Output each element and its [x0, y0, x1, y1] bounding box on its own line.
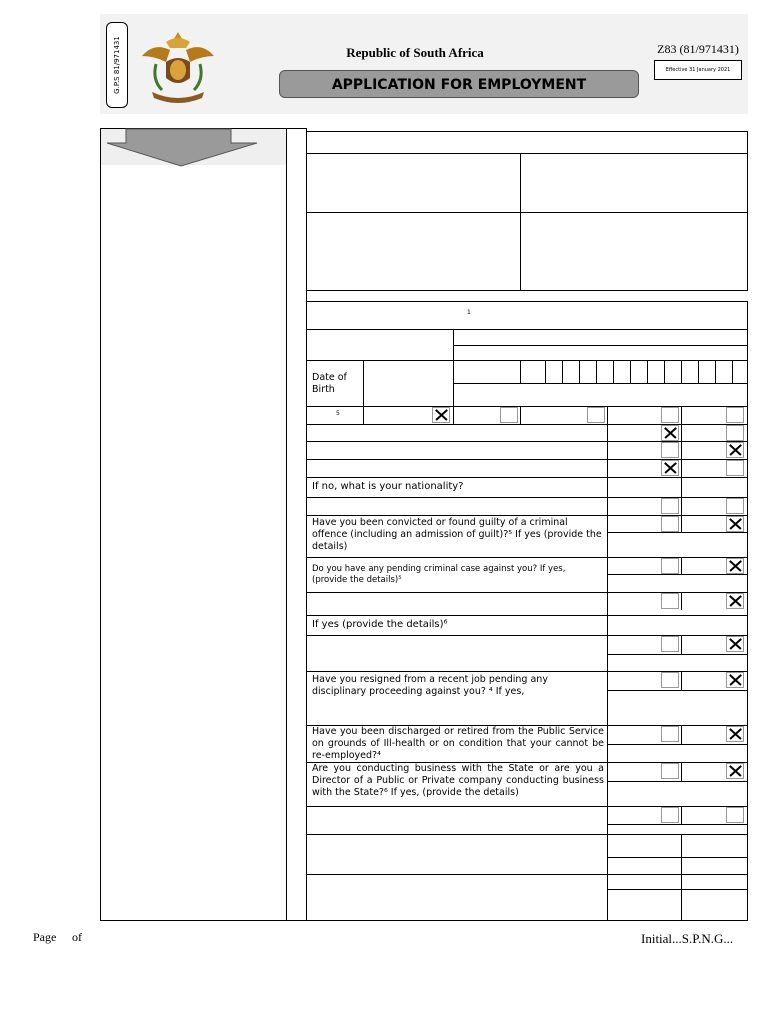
criminal-offence-question: Have you been convicted or found guilty of a criminal offence (including an admission of guilt)?⁵ If yes (provide the details) — [312, 517, 602, 552]
pending-case-question: Do you have any pending criminal case against you? If yes, (provide the details)⁵ — [312, 564, 566, 585]
business-with-state-question: Are you conducting business with the State or are you a Director of a Public or Private company conducting business with the State?⁶ If yes, (provide the details) — [312, 763, 604, 798]
yes-checkbox[interactable] — [661, 636, 679, 652]
no-checkbox[interactable] — [726, 726, 744, 742]
no-checkbox[interactable] — [726, 498, 744, 514]
option-checkbox[interactable] — [587, 407, 605, 423]
nationality-question: If no, what is your nationality? — [312, 481, 464, 492]
form-section-top — [306, 131, 748, 291]
form-code: Z83 (81/971431) — [657, 42, 739, 56]
no-checkbox[interactable] — [726, 460, 744, 476]
footnote-5: 5 — [336, 410, 340, 417]
no-checkbox[interactable] — [726, 442, 744, 458]
no-checkbox[interactable] — [726, 593, 744, 609]
no-checkbox[interactable] — [726, 407, 744, 423]
no-checkbox[interactable] — [726, 425, 744, 441]
initials: Initial...S.P.N.G... — [641, 931, 734, 946]
yes-checkbox[interactable] — [661, 498, 679, 514]
no-checkbox[interactable] — [726, 672, 744, 688]
effective-date-box — [654, 60, 742, 80]
coat-of-arms-logo — [136, 28, 220, 106]
yes-checkbox[interactable] — [661, 442, 679, 458]
date-of-birth-label: Date of Birth — [312, 372, 347, 395]
form-title: APPLICATION FOR EMPLOYMENT — [279, 70, 639, 98]
no-checkbox[interactable] — [726, 558, 744, 574]
no-checkbox[interactable] — [726, 516, 744, 532]
no-checkbox[interactable] — [726, 807, 744, 823]
yes-checkbox[interactable] — [661, 460, 679, 476]
gps-code: G.P.S 81/971431 — [113, 36, 121, 94]
down-arrow-icon — [105, 128, 263, 168]
resigned-question: Have you resigned from a recent job pending any disciplinary proceeding against you? ⁴ If yes, — [312, 674, 548, 697]
yes-checkbox[interactable] — [661, 407, 679, 423]
gps-code-box — [106, 22, 128, 108]
discharged-question: Have you been discharged or retired from the Public Service on grounds of Ill-health or on condition that your cannot be re-employed?⁴ — [312, 726, 604, 761]
yes-checkbox[interactable] — [661, 726, 679, 742]
country-name: Republic of South Africa — [346, 45, 484, 60]
yes-checkbox[interactable] — [661, 516, 679, 532]
yes-checkbox[interactable] — [661, 672, 679, 688]
yes-checkbox[interactable] — [661, 425, 679, 441]
left-panel — [100, 128, 287, 921]
page-label: Page — [33, 930, 57, 944]
no-checkbox[interactable] — [726, 636, 744, 652]
form-section-main — [306, 301, 748, 921]
effective-date: Effective 31 January 2021 — [665, 67, 731, 73]
no-checkbox[interactable] — [726, 763, 744, 779]
option-checkbox[interactable] — [432, 407, 450, 423]
provide-details-label: If yes (provide the details)⁶ — [312, 619, 448, 630]
yes-checkbox[interactable] — [661, 558, 679, 574]
left-panel-inner — [286, 128, 307, 921]
footnote-1: 1 — [467, 309, 471, 316]
page-of-label: of — [72, 930, 82, 944]
yes-checkbox[interactable] — [661, 807, 679, 823]
option-checkbox[interactable] — [500, 407, 518, 423]
yes-checkbox[interactable] — [661, 593, 679, 609]
yes-checkbox[interactable] — [661, 763, 679, 779]
